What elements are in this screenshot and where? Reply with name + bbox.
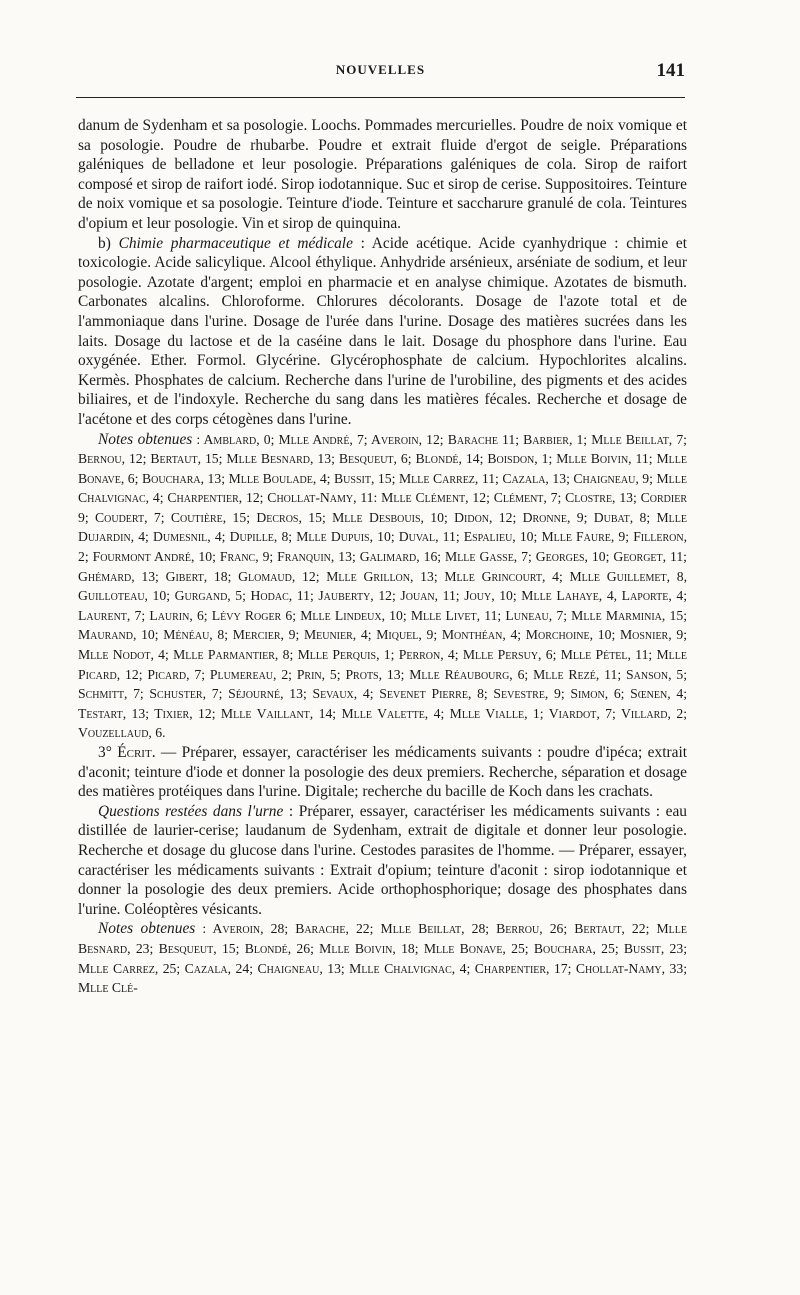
page-header (76, 62, 685, 88)
page-number: 141 (656, 60, 685, 81)
notes-block-2 (78, 919, 687, 997)
paragraph-ecrit (78, 743, 687, 802)
notes-label-2: Notes obtenues (98, 920, 196, 938)
paragraph-questions (78, 802, 687, 920)
running-title: NOUVELLES (335, 62, 426, 77)
section-prefix-b: b) (98, 234, 119, 252)
paragraph-chimie-text: : Acide acétique. Acide cyanhydrique : chimie et toxicologie. Acide salicylique. Alcool éthylique. Anhydride arsénieux, arséniate de sodium, et leur posologie. Azotate d'argent; emploi en pharmacie et en analyse chimique. Azotates de bismuth. Carbonates alcalins. Chloroforme. Chlorures décolorants. Dosage de l'azote total et de l'ammoniaque dans l'urine. Dosage de l'urée dans l'urine. Dosage des matières sucrées dans les laits. Dosage du lactose et de la caséine dans le lait. Dosage du phosphore dans l'urine. Eau oxygénée. Ether. Formol. Glycérine. Glycérophosphate de calcium. Hypochlorites alcalins. Kermès. Phosphates de calcium. Recherche dans l'urine de l'urobiline, des pigments et des acides biliaires, et de l'indoxyle. Recherche du sang dans les matières fécales. Recherche et dosage de l'acétone et des corps cétogènes dans l'urine. (78, 234, 687, 428)
notes-list-1: : Amblard, 0; Mlle André, 7; Averoin, 12; Barache 11; Barbier, 1; Mlle Beillat, 7; Bernou, 12; Bertaut, 15; Mlle Besnard, 13; Besqueut, 6; Blondé, 14; Boisdon, 1; Mlle Boivin, 11; Mlle Bonave, 6; Bouchara, 13; Mlle Boulade, 4; Bussit, 15; Mlle Carrez, 11; Cazala, 13; Chaigneau, 9; Mlle Chalvignac, 4; Charpentier, 12; Chollat-Namy, 11: Mlle Clément, 12; Clément, 7; Clostre, 13; Cordier 9; Coudert, 7; Coutière, 15; Decros, 15; Mlle Desbouis, 10; Didon, 12; Dronne, 9; Dubat, 8; Mlle Dujardin, 4; Dumesnil, 4; Dupille, 8; Mlle Dupuis, 10; Duval, 11; Espalieu, 10; Mlle Faure, 9; Filleron, 2; Fourmont André, 10; Franc, 9; Franquin, 13; Galimard, 16; Mlle Gasse, 7; Georges, 10; Georget, 11; Ghémard, 13; Gibert, 18; Glomaud, 12; Mlle Grillon, 13; Mlle Grincourt, 4; Mlle Guillemet, 8, Guilloteau, 10; Gurgand, 5; Hodac, 11; Jauberty, 12; Jouan, 11; Jouy, 10; Mlle Lahaye, 4, Laporte, 4; Laurent, 7; Laurin, 6; Lévy Roger 6; Mlle Lindeux, 10; Mlle Livet, 11; Luneau, 7; Mlle Marminia, 15; Maurand, 10; Ménéau, 8; Mercier, 9; Meunier, 4; Miquel, 9; Monthéan, 4; Morchoine, 10; Mosnier, 9; Mlle Nodot, 4; Mlle Parmantier, 8; Mlle Perquis, 1; Perron, 4; Mlle Persuy, 6; Mlle Pétel, 11; Mlle Picard, 12; Picard, 7; Plumereau, 2; Prin, 5; Prots, 13; Mlle Réaubourg, 6; Mlle Rezé, 11; Sanson, 5; Schmitt, 7; Schuster, 7; Séjourné, 13; Sevaux, 4; Sevenet Pierre, 8; Sevestre, 9; Simon, 6; Sœnen, 4; Testart, 13; Tixier, 12; Mlle Vaillant, 14; Mlle Valette, 4; Mlle Vialle, 1; Viardot, 7; Villard, 2; Vouzellaud, 6. (78, 431, 687, 741)
questions-label: Questions restées dans l'urne (98, 802, 284, 820)
section-prefix-3: 3° (98, 744, 118, 761)
notes-label-1: Notes obtenues (98, 430, 193, 448)
paragraph-galenic-text: danum de Sydenham et sa posologie. Loochs. Pommades mercurielles. Poudre de noix vomique et sa posologie. Poudre de rhubarbe. Poudre et extrait fluide d'ergot de seigle. Préparations galéniques de belladone et leur posologie. Préparations galéniques de cola. Sirop de raifort composé et sirop de raifort iodé. Sirop iodotannique. Suc et sirop de cerise. Suppositoires. Teinture de noix vomique et sa posologie. Teinture d'iode. Teinture et saccharure granulé de cola. Teintures d'opium et leur posologie. Vin et sirop de quinquina. (78, 117, 688, 232)
notes-block-1 (78, 430, 687, 744)
page-body (78, 116, 687, 998)
paragraph-chimie (78, 234, 687, 430)
section-title-chimie: Chimie pharmaceutique et médicale (118, 234, 353, 252)
paragraph-questions-text: : Préparer, essayer, caractériser les médicaments suivants : eau distillée de laurier-cerise; laudanum de Sydenham, extrait de digitale et donner leur posologie. Recherche et dosage du glucose dans l'urine. Cestodes parasites de l'homme. — Préparer, essayer, caractériser les médicaments suivants : Extrait d'opium; teinture d'aconit : sirop iodotannique et donner la posologie des deux premiers. Acide orthophosphorique; dosage des phosphates dans l'urine. Coléoptères vésicants. (78, 802, 687, 918)
notes-list-2: : Averoin, 28; Barache, 22; Mlle Beillat, 28; Berrou, 26; Bertaut, 22; Mlle Besnard, 23; Besqueut, 15; Blondé, 26; Mlle Boivin, 18; Mlle Bonave, 25; Bouchara, 25; Bussit, 23; Mlle Carrez, 25; Cazala, 24; Chaigneau, 13; Mlle Chalvignac, 4; Charpentier, 17; Chollat-Namy, 33; Mlle Clé- (78, 921, 687, 996)
section-title-ecrit: Écrit (117, 744, 152, 761)
header-rule (76, 97, 685, 98)
paragraph-ecrit-text: . — Préparer, essayer, caractériser les médicaments suivants : poudre d'ipéca; extrait d'aconit; teinture d'iode et donner la posologie des deux premiers. Recherche, séparation et dosage des matières protéiques dans l'urine. Digitale; recherche du bacille de Koch dans les crachats. (78, 744, 687, 801)
paragraph-galenic (78, 116, 687, 234)
